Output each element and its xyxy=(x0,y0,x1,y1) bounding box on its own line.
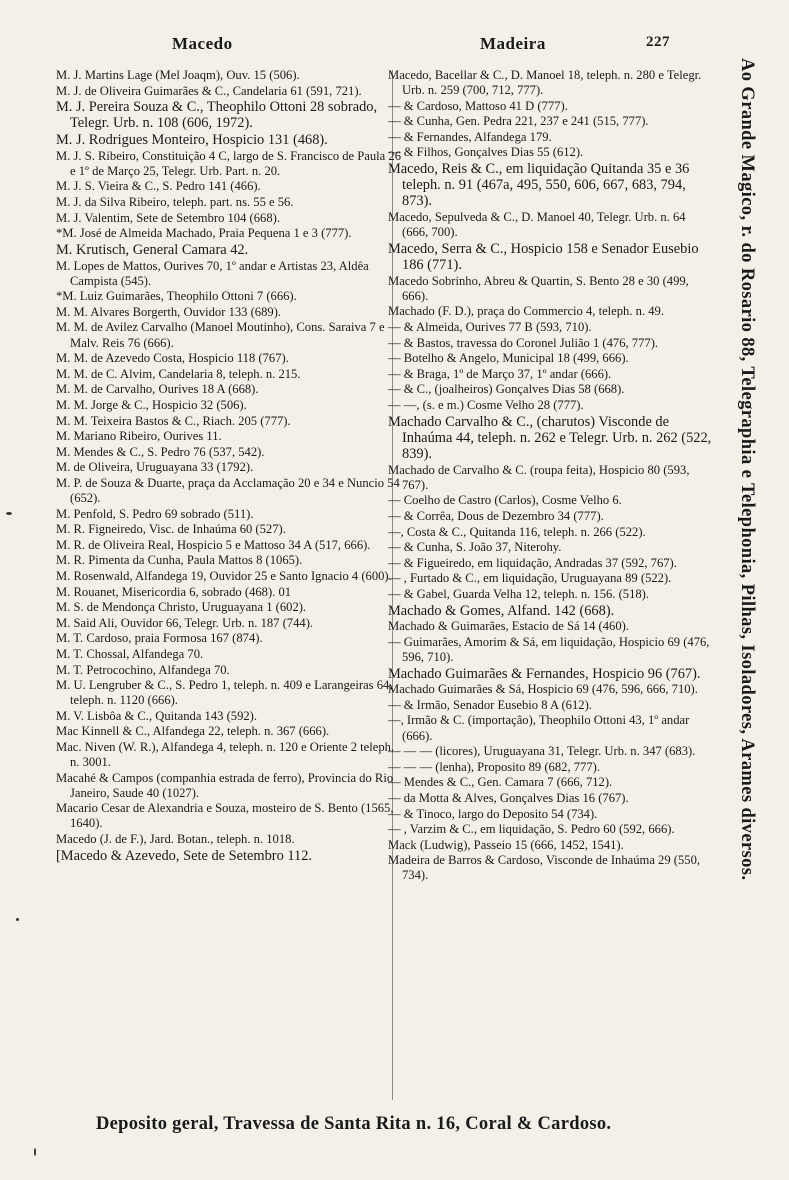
directory-entry: — & Filhos, Gonçalves Dias 55 (612). xyxy=(388,145,584,160)
directory-entry: — da Motta & Alves, Gonçalves Dias 16 (767). xyxy=(388,790,629,805)
directory-entry: — & Figueiredo, em liquidação, Andradas 37 (592, 767). xyxy=(388,555,677,570)
directory-entry: — & Irmão, Senador Eusebio 8 A (612). xyxy=(388,697,592,712)
directory-entry: Macedo (J. de F.), Jard. Botan., teleph. n. 1018. xyxy=(56,832,295,847)
directory-entry: — — — (lenha), Proposito 89 (682, 777). xyxy=(388,759,600,774)
directory-entry: M. R. Figneiredo, Visc. de Inhaúma 60 (527). xyxy=(56,522,286,537)
directory-entry: — & Almeida, Ourives 77 B (593, 710). xyxy=(388,320,592,335)
directory-entry: — & Fernandes, Alfandega 179. xyxy=(388,129,552,144)
print-speck xyxy=(16,918,19,921)
directory-entry: Macedo, Reis & C., em liquidação Quitanda 35 e 36 teleph. n. 91 (467a, 495, 550, 606, 667, 683, 794, 873). xyxy=(388,161,690,210)
directory-entry: Machado (F. D.), praça do Commercio 4, teleph. n. 49. xyxy=(388,304,664,319)
directory-entry: M. T. Petrocochino, Alfandega 70. xyxy=(56,662,230,677)
directory-entry: M. Lopes de Mattos, Ourives 70, 1º andar e Artistas 23, Aldêa Campista (545). xyxy=(56,258,369,288)
directory-entry: — — — (licores), Uruguayana 31, Telegr. Urb. n. 347 (683). xyxy=(388,744,696,759)
left-column xyxy=(56,68,404,864)
directory-entry: Mac. Niven (W. R.), Alfandega 4, teleph. n. 120 e Oriente 2 teleph. n. 3001. xyxy=(56,739,395,770)
directory-entry: — & Cunha, Gen. Pedra 221, 237 e 241 (515, 777). xyxy=(388,114,649,129)
directory-entry: M. Mariano Ribeiro, Ourives 11. xyxy=(56,429,222,444)
directory-entry: M. J. da Silva Ribeiro, teleph. part. ns. 55 e 56. xyxy=(56,195,294,210)
directory-entry: —, Costa & C., Quitanda 116, teleph. n. 266 (522). xyxy=(388,524,646,539)
directory-entry: —, Irmão & C. (importação), Theophilo Ottoni 43, 1º andar (666). xyxy=(388,713,690,743)
page-number: 227 xyxy=(646,34,670,50)
directory-entry: Machado de Carvalho & C. (roupa feita), Hospicio 80 (593, 767). xyxy=(388,462,690,492)
directory-entry: Machado Carvalho & C., (charutos) Visconde de Inhaúma 44, teleph. n. 262 e Telegr. Urb. n. 262 (522, 839). xyxy=(388,413,712,463)
directory-entry: M. J. Rodrigues Monteiro, Hospicio 131 (468). xyxy=(56,132,328,149)
directory-entry: — & Gabel, Guarda Velha 12, teleph. n. 156. (518). xyxy=(388,586,650,601)
directory-entry: Macedo Sobrinho, Abreu & Quartin, S. Bento 28 e 30 (499, 666). xyxy=(388,273,689,303)
directory-entry: M. M. de Avilez Carvalho (Manoel Moutinho), Cons. Saraiva 7 e Malv. Reis 76 (666). xyxy=(56,320,385,350)
directory-entry: Madeira de Barros & Cardoso, Visconde de Inhaúma 29 (550, 734). xyxy=(388,853,701,883)
directory-entry: M. R. de Oliveira Real, Hospicio 5 e Mattoso 34 A (517, 666). xyxy=(56,537,371,552)
directory-entry: — & Corrêa, Dous de Dezembro 34 (777). xyxy=(388,509,604,523)
directory-entry: — & Tinoco, largo do Deposito 54 (734). xyxy=(388,806,598,821)
directory-entry: M. J. S. Ribeiro, Constituição 4 C, largo de S. Francisco de Paula 26 e 1º de Março 25, Telegr. Urb. Part. n. 20. xyxy=(56,148,402,178)
right-column xyxy=(388,68,712,884)
directory-entry: M. U. Lengruber & C., S. Pedro 1, teleph. n. 409 e Larangeiras 64, teleph. n. 1120 (666). xyxy=(56,678,393,708)
directory-entry: M. J. Pereira Souza & C., Theophilo Ottoni 28 sobrado, Telegr. Urb. n. 108 (606, 1972). xyxy=(56,99,378,132)
directory-entry: M. M. de Azevedo Costa, Hospicio 118 (767). xyxy=(56,351,289,366)
directory-entry: M. P. de Souza & Duarte, praça da Acclamação 20 e 34 e Nuncio 54 (652). xyxy=(56,475,400,505)
directory-entry: — , Varzim & C., em liquidação, S. Pedro 60 (592, 666). xyxy=(388,822,675,837)
print-speck xyxy=(34,1148,36,1156)
directory-entry: M. S. de Mendonça Christo, Uruguayana 1 (602). xyxy=(56,600,307,615)
print-speck xyxy=(6,512,12,515)
directory-entry: Macahé & Campos (companhia estrada de ferro), Provincia do Rio Janeiro, Saude 40 (1027). xyxy=(56,770,394,800)
directory-entry: Machado Guimarães & Sá, Hospicio 69 (476, 596, 666, 710). xyxy=(388,682,698,697)
directory-entry: M. Said Ali, Ouvidor 66, Telegr. Urb. n. 187 (744). xyxy=(56,615,314,630)
header-center: Madeira xyxy=(480,34,546,53)
directory-entry: M. T. Chossal, Alfandega 70. xyxy=(56,646,204,661)
directory-entry: M. M. Teixeira Bastos & C., Riach. 205 (777). xyxy=(56,413,291,428)
directory-entry: — Botelho & Angelo, Municipal 18 (499, 666). xyxy=(388,351,629,366)
directory-entry: M. Rouanet, Misericordia 6, sobrado (468). 01 xyxy=(56,584,292,599)
directory-entry: Mack (Ludwig), Passeio 15 (666, 1452, 1541). xyxy=(388,837,624,852)
directory-entry: M. T. Cardoso, praia Formosa 167 (874). xyxy=(56,631,263,646)
directory-entry: M. J. de Oliveira Guimarães & C., Candelaria 61 (591, 721). xyxy=(56,83,362,98)
directory-entry: M. Krutisch, General Camara 42. xyxy=(56,241,249,258)
directory-entry: M. Penfold, S. Pedro 69 sobrado (511). xyxy=(56,506,254,521)
directory-entry: — Guimarães, Amorim & Sá, em liquidação, Hospicio 69 (476, 596, 710). xyxy=(388,634,710,664)
directory-entry: — , Furtado & C., em liquidação, Uruguayana 89 (522). xyxy=(388,571,672,586)
directory-entry: — —, (s. e m.) Cosme Velho 28 (777). xyxy=(388,398,584,413)
directory-entry: M. M. Jorge & C., Hospicio 32 (506). xyxy=(56,397,247,412)
directory-entry: Machado & Guimarães, Estacio de Sá 14 (460). xyxy=(388,619,629,634)
directory-entry: M. R. Pimenta da Cunha, Paula Mattos 8 (1065). xyxy=(56,553,303,568)
directory-entry: M. J. S. Vieira & C., S. Pedro 141 (466). xyxy=(56,179,261,194)
side-advertisement: Ao Grande Magico, r. do Rosario 88, Telegraphia e Telephonia, Pilhas, Isoladores, Arames diversos. xyxy=(737,58,757,881)
directory-entry: M. J. Valentim, Sete de Setembro 104 (668). xyxy=(56,210,280,225)
directory-entry: Macario Cesar de Alexandria e Souza, mosteiro de S. Bento (1565, 1640). xyxy=(56,801,394,831)
directory-entry: Machado Guimarães & Fernandes, Hospicio 96 (767). xyxy=(388,665,701,682)
directory-entry: Machado & Gomes, Alfand. 142 (668). xyxy=(388,602,615,619)
directory-entry: *M. José de Almeida Machado, Praia Pequena 1 e 3 (777). xyxy=(56,226,352,241)
directory-entry: M. J. Martins Lage (Mel Joaqm), Ouv. 15 (506). xyxy=(56,68,300,82)
directory-entry: M. M. de C. Alvim, Candelaria 8, teleph. n. 215. xyxy=(56,366,301,381)
directory-entry: Macedo, Serra & C., Hospicio 158 e Senador Eusebio 186 (771). xyxy=(388,240,699,274)
directory-entry: M. V. Lisbôa & C., Quitanda 143 (592). xyxy=(56,708,258,723)
directory-entry: — Mendes & C., Gen. Camara 7 (666, 712). xyxy=(388,775,613,790)
directory-entry: Mac Kinnell & C., Alfandega 22, teleph. n. 367 (666). xyxy=(56,724,330,739)
directory-entry: M. de Oliveira, Uruguayana 33 (1792). xyxy=(56,460,254,475)
directory-entry: Macedo, Bacellar & C., D. Manoel 18, teleph. n. 280 e Telegr. Urb. n. 259 (700, 712, 777). xyxy=(388,68,702,98)
directory-entry: — Coelho de Castro (Carlos), Cosme Velho 6. xyxy=(388,493,622,508)
directory-entry: — & Cunha, S. João 37, Niterohy. xyxy=(388,540,562,555)
directory-entry: M. Rosenwald, Alfandega 19, Ouvidor 25 e Santo Ignacio 4 (600). xyxy=(56,568,392,583)
directory-entry: M. M. Alvares Borgerth, Ouvidor 133 (689). xyxy=(56,304,282,319)
directory-entry: — & Cardoso, Mattoso 41 D (777). xyxy=(388,98,568,113)
directory-entry: Macedo, Sepulveda & C., D. Manoel 40, Telegr. Urb. n. 64 (666, 700). xyxy=(388,210,686,240)
directory-entry: *M. Luiz Guimarães, Theophilo Ottoni 7 (666). xyxy=(56,289,297,304)
footer-advertisement: Deposito geral, Travessa de Santa Rita n. 16, Coral & Cardoso. xyxy=(96,1114,612,1134)
directory-entry: — & Braga, 1º de Março 37, 1º andar (666). xyxy=(388,366,612,381)
directory-entry: M. Mendes & C., S. Pedro 76 (537, 542). xyxy=(56,444,265,459)
directory-entry: — & Bastos, travessa do Coronel Julião 1 (476, 777). xyxy=(388,335,659,350)
directory-entry: M. M. de Carvalho, Ourives 18 A (668). xyxy=(56,382,259,397)
directory-entry: [Macedo & Azevedo, Sete de Setembro 112. xyxy=(56,847,313,864)
header-left: Macedo xyxy=(172,34,233,53)
directory-entry: — & C., (joalheiros) Gonçalves Dias 58 (668). xyxy=(388,382,625,397)
